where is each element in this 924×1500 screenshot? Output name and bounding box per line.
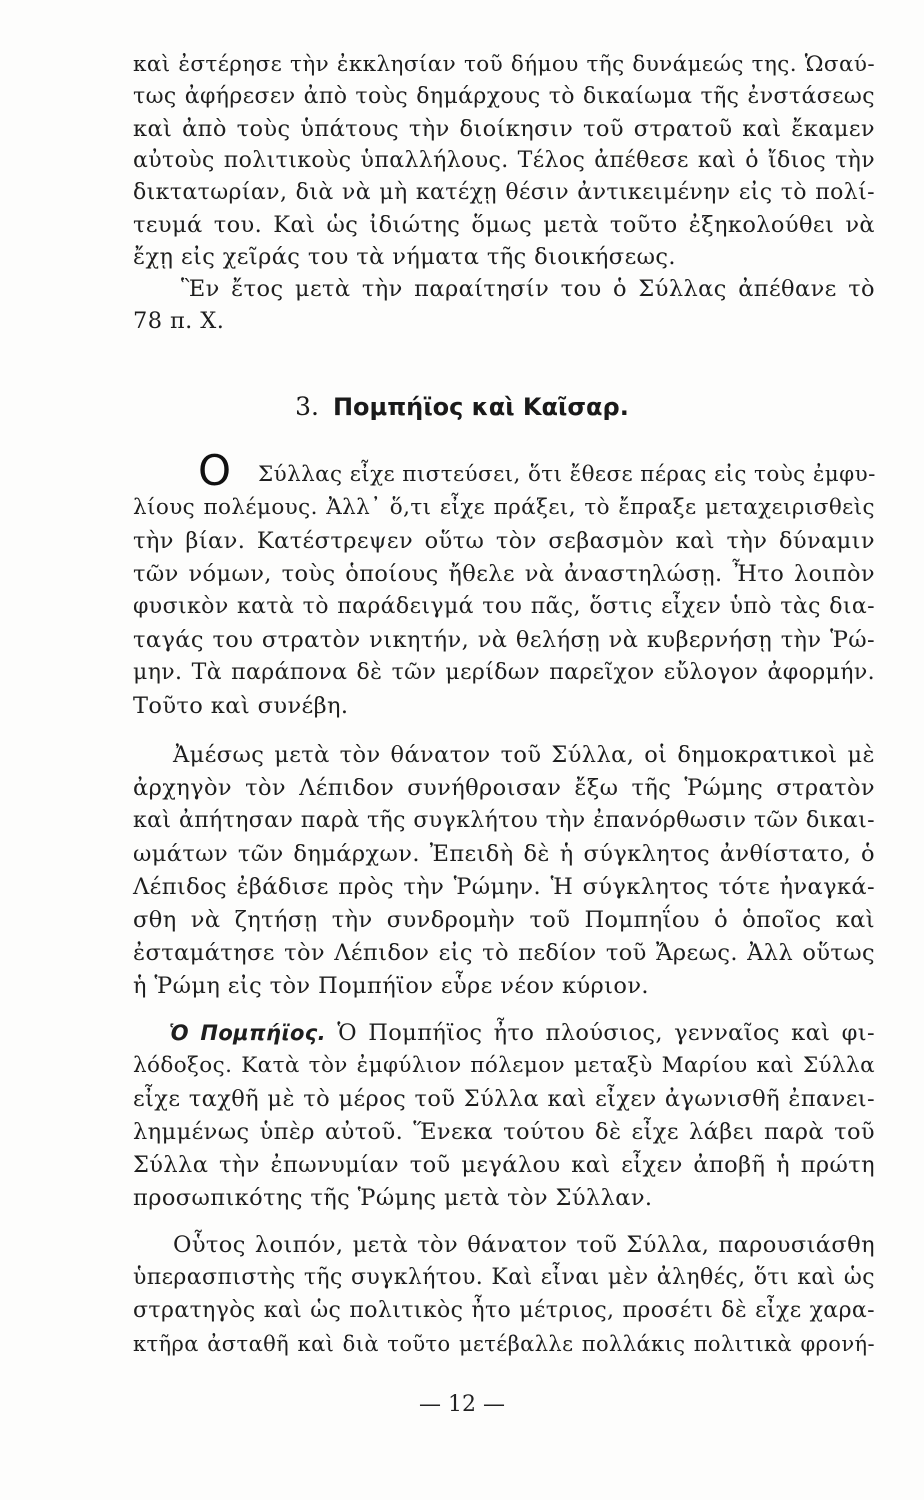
text-line: στρατηγὸς καὶ ὡς πολιτικὸς ἦτο μέτριος, προσέτι δὲ εἶχε χαρα- [133,1298,875,1323]
text-line: Τοῦτο καὶ συνέβη. [133,693,349,719]
text-line: προσωπικότης τῆς Ῥώμης μετὰ τὸν Σύλλαν. [133,1185,653,1211]
text-line: εἶχε ταχθῆ μὲ τὸ μέρος τοῦ Σύλλα καὶ εἶχεν ἀγωνισθῆ ἐπανει- [133,1086,875,1112]
text-line: λόδοξος. Κατὰ τὸν ἐμφύλιον πόλεμον μεταξὺ Μαρίου καὶ Σύλλα [133,1053,875,1078]
section-title: Πομπήϊος καὶ Καῖσαρ. [332,393,629,421]
text-line: ἡ Ῥώμη εἰς τὸν Πομπήϊον εὗρε νέον κύριον. [133,973,649,999]
text-line [169,1020,875,1046]
text-line: Σύλλας εἶχε πιστεύσει, ὅτι ἔθεσε πέρας εἰς τοὺς ἐμφυ- [258,462,876,487]
text-line: Λέπιδος ἐβάδισε πρὸς τὴν Ῥώμην. Ἡ σύγκλητος τότε ἠναγκά- [133,874,875,900]
text-line: Ἓν ἔτος μετὰ τὴν παραίτησίν του ὁ Σύλλας ἀπέθανε τὸ [181,276,875,302]
text-line: τῶν νόμων, τοὺς ὁποίους ἤθελε νὰ ἀναστηλώσῃ. Ἦτο λοιπὸν [133,561,875,587]
text-line: καὶ ἐστέρησε τὴν ἐκκλησίαν τοῦ δήμου τῆς δυνάμεώς της. Ὡσαύ- [133,52,875,77]
text-line: τευμά του. Καὶ ὡς ἰδιώτης ὅμως μετὰ τοῦτο ἐξηκολούθει νὰ [133,212,875,238]
text-line-rest: Ὁ Πομπήϊος ἦτο πλούσιος, γενναῖος καὶ φι- [337,1020,875,1046]
text-line: Οὗτος λοιπόν, μετὰ τὸν θάνατον τοῦ Σύλλα, παρουσιάσθη [173,1232,875,1258]
page-number: — 12 — [419,1392,505,1417]
text-line: καὶ ἀπὸ τοὺς ὑπάτους τὴν διοίκησιν τοῦ στρατοῦ καὶ ἔκαμεν [133,116,875,142]
text-line: Ἀμέσως μετὰ τὸν θάνατον τοῦ Σύλλα, οἱ δημοκρατικοὶ μὲ [173,742,875,768]
text-line: ἀρχηγὸν τὸν Λέπιδον συνήθροισαν ἔξω τῆς Ῥώμης στρατὸν [133,775,875,801]
text-line: αὐτοὺς πολιτικοὺς ὑπαλλήλους. Τέλος ἀπέθεσε καὶ ὁ ἴδιος τὴν [133,148,875,173]
text-line: τὴν βίαν. Κατέστρεψεν οὕτω τὸν σεβασμὸν καὶ τὴν δύναμιν [133,528,875,554]
text-line: ἔχῃ εἰς χεῖράς του τὰ νήματα τῆς διοικήσεως. [133,244,676,270]
text-line: ἐσταμάτησε τὸν Λέπιδον εἰς τὸ πεδίον τοῦ Ἄρεως. Ἀλλ οὕτως [133,940,875,966]
text-line: φυσικὸν κατὰ τὸ παράδειγμά του πᾶς, ὅστις εἶχεν ὑπὸ τὰς δια- [133,594,875,619]
text-line: Σύλλα τὴν ἐπωνυμίαν τοῦ μεγάλου καὶ εἶχεν ἀποβῆ ἡ πρώτη [133,1152,875,1178]
text-line: λίους πολέμους. Ἀλλ᾽ ὅ,τι εἶχε πράξει, τὸ ἔπραξε μεταχειρισθεὶς [133,495,875,520]
text-line: καὶ ἀπήτησαν παρὰ τῆς συγκλήτου τὴν ἐπανόρθωσιν τῶν δικαι- [133,808,875,833]
text-line: ωμάτων τῶν δημάρχων. Ἐπειδὴ δὲ ἡ σύγκλητος ἀνθίστατο, ὁ [133,841,875,867]
text-line: τως ἀφήρεσεν ἀπὸ τοὺς δημάρχους τὸ δικαίωμα τῆς ἐνστάσεως [133,84,875,109]
drop-cap: Ο [198,446,232,495]
side-heading: Ὁ Πομπήϊος. [169,1021,327,1045]
text-line: κτῆρα ἀσταθῆ καὶ διὰ τοῦτο μετέβαλλε πολλάκις πολιτικὰ φρονή- [133,1332,875,1356]
section-number: 3. [295,392,319,421]
text-line: 78 π. Χ. [133,308,225,334]
section-heading [0,392,924,421]
text-line: ταγάς του στρατὸν νικητήν, νὰ θελήσῃ νὰ κυβερνήσῃ τὴν Ῥώ- [133,627,875,653]
text-line: ὑπερασπιστὴς τῆς συγκλήτου. Καὶ εἶναι μὲν ἀληθές, ὅτι καὶ ὡς [133,1265,875,1290]
text-line: λημμένως ὑπὲρ αὐτοῦ. Ἕνεκα τούτου δὲ εἶχε λάβει παρὰ τοῦ [133,1119,875,1145]
text-line: δικτατωρίαν, διὰ νὰ μὴ κατέχῃ θέσιν ἀντικειμένην εἰς τὸ πολί- [133,180,875,205]
text-line: σθη νὰ ζητήσῃ τὴν συνδρομὴν τοῦ Πομπηΐου ὁ ὁποῖος καὶ [133,907,875,933]
text-line: μην. Τὰ παράπονα δὲ τῶν μερίδων παρεῖχον εὔλογον ἀφορμήν. [133,660,875,685]
